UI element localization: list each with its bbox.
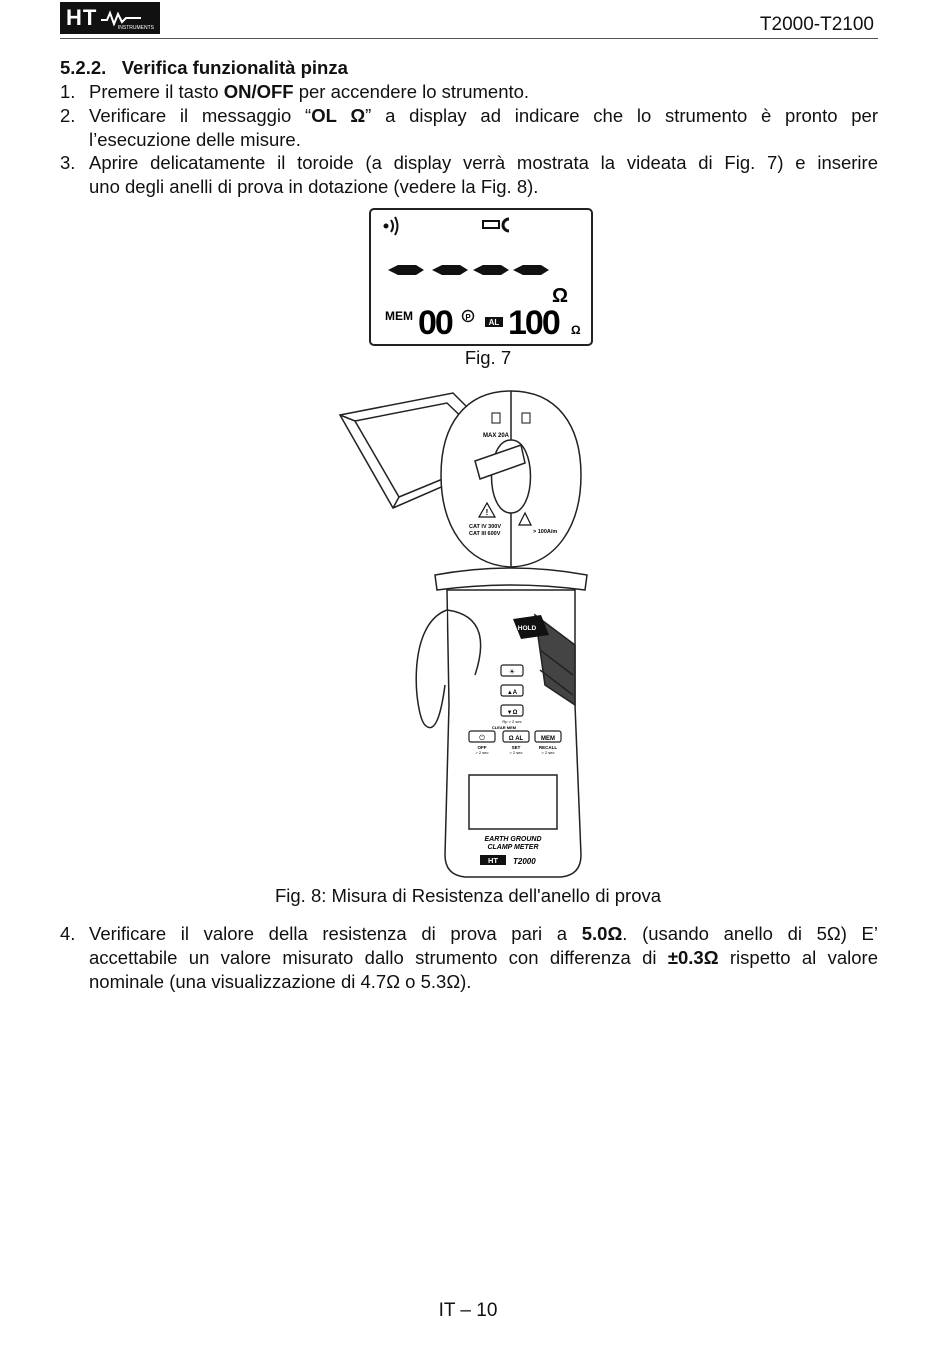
mem-value: 00 bbox=[418, 304, 452, 342]
cat-rating-1: CAT IV 300V bbox=[469, 524, 501, 530]
step-1 bbox=[60, 80, 878, 104]
clear-mem-label: CLEAR MEM bbox=[491, 725, 517, 730]
step-text: Verificare il valore della resistenza di prova pari a bbox=[89, 923, 582, 944]
svg-text:!: ! bbox=[485, 508, 489, 517]
clamp-jaw bbox=[441, 391, 581, 567]
step-number: 2. bbox=[60, 105, 76, 126]
brand-line-2: CLAMP METER bbox=[487, 844, 539, 851]
al-button-label: Ω AL bbox=[508, 736, 524, 742]
field-limit-label: > 100A/m bbox=[533, 529, 558, 535]
meter-lcd-window bbox=[469, 775, 557, 829]
down-ohm-sub: Rp > 2 sec bbox=[502, 719, 522, 724]
ht-logo bbox=[60, 2, 160, 34]
step-number: 3. bbox=[60, 152, 76, 173]
al-label: AL bbox=[488, 318, 500, 327]
recall-label: RECALL bbox=[538, 745, 558, 750]
step-key: ON/OFF bbox=[223, 81, 294, 102]
lcd-display-figure bbox=[368, 207, 594, 347]
cat-rating-2: CAT III 600V bbox=[469, 531, 501, 537]
ohm-symbol: Ω bbox=[551, 285, 569, 307]
set-sub: > 2 sec bbox=[509, 750, 523, 755]
brand-logo-text: HT bbox=[488, 856, 498, 865]
step-value: ±0.3Ω bbox=[667, 947, 719, 968]
header-divider bbox=[60, 38, 878, 39]
model-title: T2000-T2100 bbox=[759, 14, 874, 35]
step-number: 1. bbox=[60, 81, 76, 102]
set-label: SET bbox=[511, 745, 521, 750]
mem-label: MEM bbox=[385, 309, 413, 323]
step-value: 5.0Ω bbox=[581, 923, 623, 944]
max-current-label: MAX 20A bbox=[483, 433, 510, 439]
up-a-label: ▲A bbox=[506, 690, 518, 696]
al-value: 100 bbox=[508, 304, 559, 342]
step-text: l’esecuzione delle misure. bbox=[89, 129, 301, 150]
mem-button-label: MEM bbox=[541, 736, 555, 742]
logo-subtext: INSTRUMENTS bbox=[117, 25, 154, 31]
clamp-meter-figure bbox=[335, 385, 595, 885]
step-text: uno degli anelli di prova in dotazione (vedere la Fig. 8). bbox=[89, 176, 539, 197]
section-title: Verifica funzionalità pinza bbox=[121, 57, 348, 78]
off-label: OFF bbox=[477, 745, 487, 750]
step-number: 4. bbox=[60, 923, 76, 944]
page-number: IT – 10 bbox=[438, 1300, 498, 1321]
step-text: ” a display ad indicare che lo strumento è pronto per bbox=[365, 105, 878, 126]
logo-wave-icon bbox=[101, 10, 141, 26]
logo-text: HT bbox=[66, 5, 98, 30]
step-2 bbox=[60, 104, 878, 152]
section-number: 5.2.2. bbox=[60, 57, 107, 78]
step-text: nominale (una visualizzazione di 4.7Ω o 5.3Ω). bbox=[89, 971, 472, 992]
brand-model: T2000 bbox=[513, 857, 536, 866]
recall-sub: > 2 sec bbox=[541, 750, 555, 755]
step-text: rispetto al valore bbox=[718, 947, 878, 968]
backlight-icon: ☀ bbox=[508, 669, 516, 676]
power-icon: ⏻ bbox=[479, 735, 485, 742]
step-text: accettabile un valore misurato dallo strumento con differenza di bbox=[89, 947, 668, 968]
al-unit: Ω bbox=[571, 323, 581, 337]
step-4 bbox=[60, 922, 878, 994]
step-text: per accendere lo strumento. bbox=[293, 81, 530, 102]
brand-line-1: EARTH GROUND bbox=[484, 836, 542, 843]
hold-label: HOLD bbox=[517, 625, 537, 632]
step-text: Aprire delicatamente il toroide (a display verrà mostrata la videata di Fig. 7) e inserire bbox=[89, 152, 878, 173]
step-text: Premere il tasto bbox=[89, 81, 224, 102]
off-sub: > 2 sec bbox=[475, 750, 489, 755]
fig8-caption: Fig. 8: Misura di Resistenza dell'anello di prova bbox=[274, 885, 662, 906]
step-text: . (usando anello di 5Ω) E’ bbox=[622, 923, 879, 944]
p-symbol: P bbox=[465, 313, 471, 322]
step-text: Verificare il messaggio “ bbox=[89, 105, 312, 126]
step-3 bbox=[60, 151, 878, 199]
step-key: OL Ω bbox=[311, 105, 366, 126]
down-ohm-label: ▼Ω bbox=[506, 710, 518, 716]
fig7-caption: Fig. 7 bbox=[464, 347, 512, 368]
section-heading bbox=[60, 56, 878, 80]
